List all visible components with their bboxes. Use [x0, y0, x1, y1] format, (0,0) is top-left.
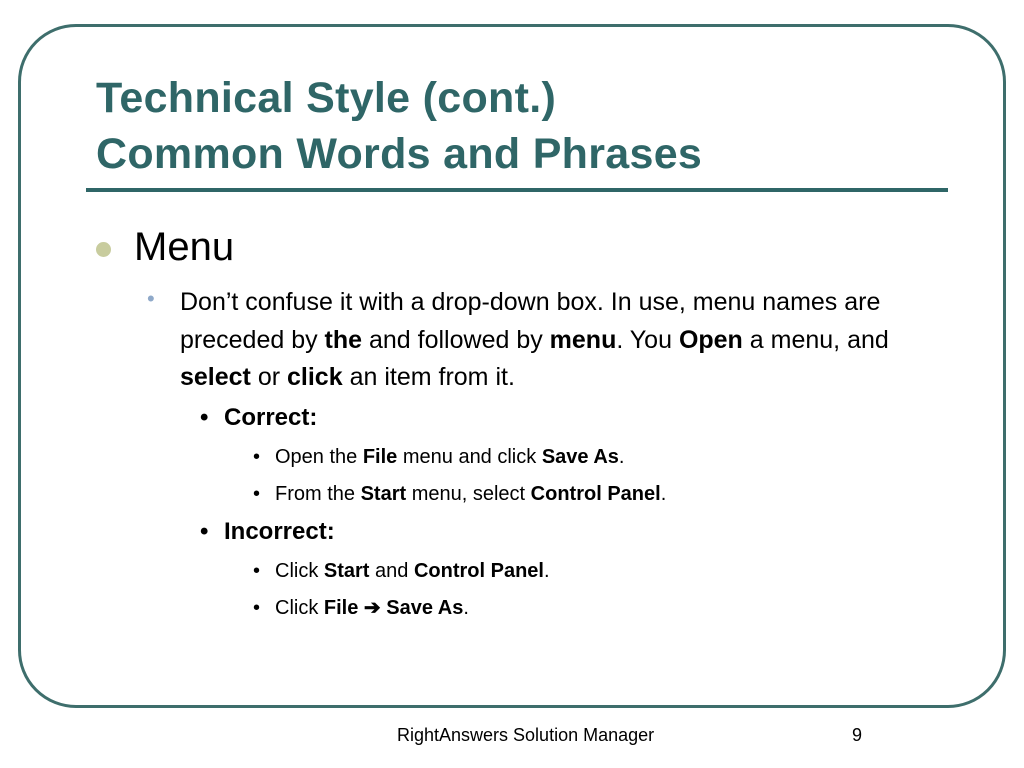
text-segment: menu and click	[397, 446, 542, 468]
text-segment: and	[369, 560, 414, 582]
correct-example-2	[253, 481, 667, 507]
title-line-1: Technical Style (cont.)	[96, 74, 557, 122]
text-segment: and followed by	[362, 325, 550, 354]
bullet-menu-label: Menu	[134, 225, 235, 269]
correct-label: Correct:	[224, 404, 318, 431]
small-dot-bullet-icon: •	[147, 286, 155, 311]
bullet-correct	[200, 403, 318, 433]
text-segment: a menu, and	[742, 325, 889, 354]
bold-term: Control Panel	[413, 560, 544, 582]
text-segment: menu, select	[406, 483, 531, 505]
incorrect-example-1	[253, 558, 550, 584]
title-line-2: Common Words and Phrases	[96, 130, 703, 178]
bullet-dot-icon: •	[200, 518, 209, 545]
bullet-dot-icon: •	[253, 446, 261, 468]
text-segment: Click	[275, 597, 324, 619]
bullet-dot-icon: •	[253, 483, 261, 505]
bullet-menu	[134, 222, 234, 272]
bold-term: menu	[549, 325, 617, 354]
text-segment: .	[463, 597, 469, 619]
incorrect-label: Incorrect:	[224, 518, 335, 545]
bold-term: Control Panel	[530, 483, 661, 505]
page-number: 9	[852, 725, 863, 745]
footer-text: RightAnswers Solution Manager	[397, 725, 655, 745]
filled-circle-bullet-icon	[96, 242, 111, 257]
bold-term: File	[362, 446, 398, 468]
bold-term: Save As	[386, 597, 464, 619]
bold-term: Start	[323, 560, 370, 582]
text-segment: Click	[275, 560, 324, 582]
bold-term: Save As	[541, 446, 619, 468]
text-segment: an item from it.	[342, 363, 515, 391]
text-segment: Don’t confuse it with a drop-down box. In use, menu names are preceded by	[180, 288, 881, 354]
bold-term: Open	[678, 325, 743, 354]
bullet-incorrect	[200, 517, 335, 547]
right-arrow-icon: ➔	[363, 597, 381, 619]
text-segment: .	[618, 446, 625, 468]
text-segment: .	[543, 560, 550, 582]
correct-example-1	[253, 444, 625, 470]
text-segment: Open the	[275, 446, 363, 468]
bold-term: Start	[360, 483, 407, 505]
text-segment: From the	[275, 483, 361, 505]
bullet-dot-icon: •	[200, 404, 209, 431]
bullet-dot-icon: •	[253, 597, 261, 619]
slide-title	[96, 70, 702, 182]
incorrect-example-2	[253, 595, 469, 621]
bold-term: select	[180, 363, 251, 391]
bullet-menu-description	[147, 284, 940, 397]
bold-term: click	[287, 363, 343, 391]
text-segment: . You	[616, 325, 679, 354]
bullet-dot-icon: •	[253, 560, 261, 582]
bold-term: the	[324, 325, 363, 354]
bold-term: File	[323, 597, 359, 619]
text-segment: .	[660, 483, 667, 505]
text-segment: or	[250, 363, 288, 391]
title-divider	[86, 188, 948, 192]
